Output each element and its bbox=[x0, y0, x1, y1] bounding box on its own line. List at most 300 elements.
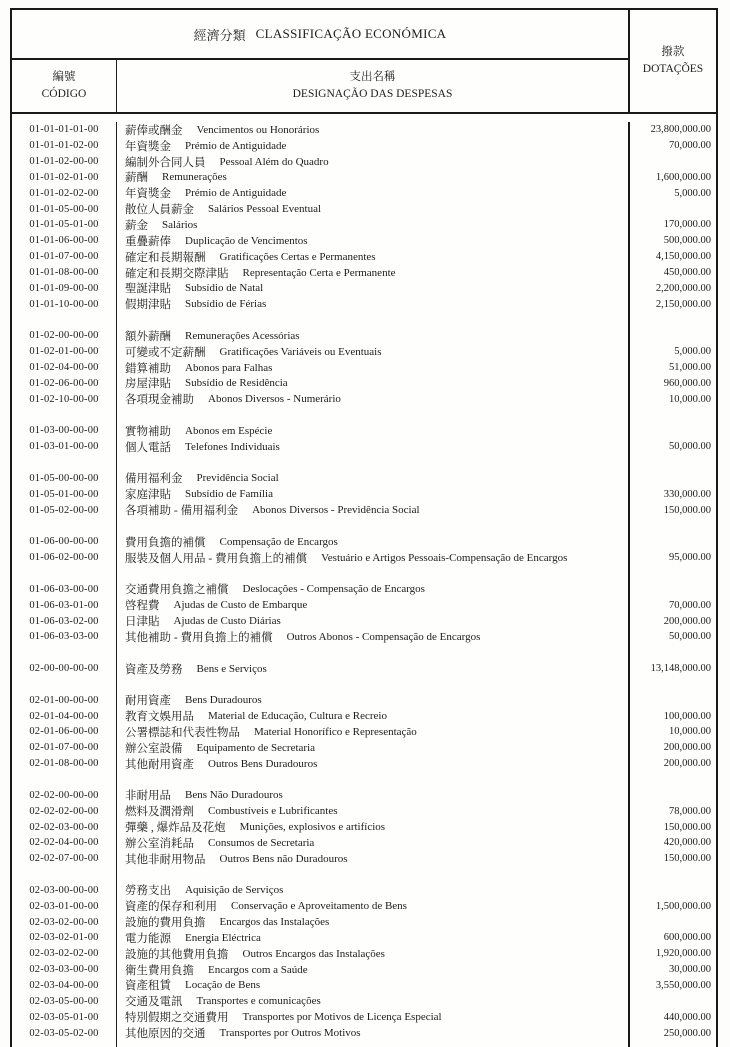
row-designation bbox=[117, 772, 630, 788]
row-designation-pt: Bens Duradouros bbox=[185, 694, 262, 707]
row-designation bbox=[117, 867, 630, 883]
row-code: 02-03-01-00-00 bbox=[12, 898, 117, 914]
row-designation bbox=[117, 930, 630, 946]
table-row bbox=[12, 803, 716, 819]
row-designation-pt: Prémio de Antiguidade bbox=[185, 187, 287, 200]
spacer-row bbox=[12, 645, 716, 661]
table-row bbox=[12, 471, 716, 487]
row-designation-zh: 耐用資產 bbox=[125, 695, 171, 708]
row-designation bbox=[117, 423, 630, 439]
row-designation-zh: 交通費用負擔之補償 bbox=[125, 584, 229, 597]
row-designation-zh: 薪酬 bbox=[125, 172, 148, 185]
table-row bbox=[12, 661, 716, 677]
row-code: 01-01-09-00-00 bbox=[12, 280, 117, 296]
row-amount: 100,000.00 bbox=[663, 710, 711, 722]
row-amount bbox=[630, 534, 716, 550]
row-code: 02-03-04-00-00 bbox=[12, 978, 117, 994]
row-code: 01-01-07-00-00 bbox=[12, 249, 117, 265]
table-row bbox=[12, 201, 716, 217]
table-title-pt: CLASSIFICAÇÃO ECONÓMICA bbox=[255, 26, 447, 41]
row-designation-pt: Duplicação de Vencimentos bbox=[185, 234, 308, 247]
row-designation-zh: 個人電話 bbox=[125, 441, 171, 454]
row-designation-pt: Gratificações Variáveis ou Eventuais bbox=[219, 345, 382, 358]
row-designation-pt: Outros Abonos - Compensação de Encargos bbox=[286, 630, 481, 643]
table-row bbox=[12, 122, 716, 138]
row-code: 02-03-02-00-00 bbox=[12, 914, 117, 930]
row-code: 01-02-10-00-00 bbox=[12, 391, 117, 407]
row-designation-pt: Outros Encargos das Instalações bbox=[242, 947, 385, 960]
column-header-code-zh: 編號 bbox=[52, 71, 76, 84]
row-amount: 150,000.00 bbox=[663, 504, 711, 516]
row-designation bbox=[117, 407, 630, 423]
table-row bbox=[12, 1025, 716, 1041]
row-designation bbox=[117, 201, 630, 217]
row-amount: 1,600,000.00 bbox=[655, 171, 711, 183]
row-amount: 13,148,000.00 bbox=[650, 663, 711, 675]
row-code: 02-03-02-01-00 bbox=[12, 930, 117, 946]
row-amount: 420,000.00 bbox=[663, 837, 711, 849]
row-designation-zh: 散位人員薪金 bbox=[125, 204, 194, 217]
row-amount: 600,000.00 bbox=[663, 932, 711, 944]
row-amount: 50,000.00 bbox=[669, 441, 711, 453]
row-amount bbox=[630, 518, 716, 534]
row-amount bbox=[630, 312, 716, 328]
row-designation bbox=[117, 233, 630, 249]
row-code: 02-02-00-00-00 bbox=[12, 787, 117, 803]
row-amount bbox=[630, 328, 716, 344]
row-designation bbox=[117, 835, 630, 851]
row-designation bbox=[117, 661, 630, 677]
row-designation-zh: 特別假期之交通費用 bbox=[125, 1012, 229, 1025]
row-amount: 4,150,000.00 bbox=[655, 251, 711, 263]
table-row bbox=[12, 328, 716, 344]
spacer-row bbox=[12, 677, 716, 693]
row-code: 01-06-00-00-00 bbox=[12, 534, 117, 550]
row-designation-pt: Bens e Serviços bbox=[196, 662, 267, 675]
row-designation bbox=[117, 851, 630, 867]
column-header-code-pt: CÓDIGO bbox=[41, 88, 87, 100]
row-code: 02-03-05-01-00 bbox=[12, 1009, 117, 1025]
row-amount: 1,500,000.00 bbox=[655, 900, 711, 912]
table-row bbox=[12, 629, 716, 645]
row-designation-pt: Remunerações Acessórias bbox=[185, 329, 300, 342]
row-amount: 200,000.00 bbox=[663, 742, 711, 754]
row-amount bbox=[630, 581, 716, 597]
spacer-row bbox=[12, 867, 716, 883]
row-designation-pt: Subsídio de Natal bbox=[185, 282, 264, 295]
row-designation bbox=[117, 502, 630, 518]
row-designation-zh: 實物補助 bbox=[125, 425, 171, 438]
row-code: 02-01-06-00-00 bbox=[12, 724, 117, 740]
table-row bbox=[12, 835, 716, 851]
row-amount: 250,000.00 bbox=[663, 1027, 711, 1039]
row-code: 01-01-02-00-00 bbox=[12, 154, 117, 170]
row-code: 01-01-05-00-00 bbox=[12, 201, 117, 217]
row-amount: 70,000.00 bbox=[669, 140, 711, 152]
row-designation bbox=[117, 360, 630, 376]
row-designation-pt: Salários Pessoal Eventual bbox=[208, 203, 322, 216]
row-designation-pt: Abonos para Falhas bbox=[185, 361, 273, 374]
table-row bbox=[12, 946, 716, 962]
row-amount bbox=[630, 993, 716, 1009]
row-designation-pt: Remunerações bbox=[162, 171, 227, 184]
row-designation-pt: Material Honorífico e Representação bbox=[254, 725, 417, 738]
row-code: 02-01-04-00-00 bbox=[12, 708, 117, 724]
row-designation-pt: Ajudas de Custo de Embarque bbox=[173, 599, 308, 612]
row-code: 02-02-03-00-00 bbox=[12, 819, 117, 835]
table-row bbox=[12, 883, 716, 899]
row-designation-zh: 假期津貼 bbox=[125, 299, 171, 312]
row-amount: 960,000.00 bbox=[663, 377, 711, 389]
column-header-code bbox=[12, 60, 117, 112]
spacer-row bbox=[12, 772, 716, 788]
row-designation-zh: 其他非耐用物品 bbox=[125, 853, 206, 866]
row-designation-pt: Compensação de Encargos bbox=[219, 535, 338, 548]
table-row bbox=[12, 391, 716, 407]
row-designation bbox=[117, 280, 630, 296]
row-designation-pt: Conservação e Aproveitamento de Bens bbox=[231, 900, 407, 913]
row-designation-zh: 薪金 bbox=[125, 219, 148, 232]
row-designation-zh: 年資獎金 bbox=[125, 188, 171, 201]
row-amount: 170,000.00 bbox=[663, 219, 711, 231]
row-designation bbox=[117, 455, 630, 471]
row-designation bbox=[117, 376, 630, 392]
row-amount bbox=[630, 566, 716, 582]
row-amount: 70,000.00 bbox=[669, 599, 711, 611]
row-designation-zh: 衛生費用負擔 bbox=[125, 964, 194, 977]
row-designation-zh: 非耐用品 bbox=[125, 790, 171, 803]
row-designation-pt: Subsídio de Férias bbox=[185, 298, 267, 311]
row-designation bbox=[117, 265, 630, 281]
table-row bbox=[12, 756, 716, 772]
row-designation bbox=[117, 724, 630, 740]
row-code bbox=[12, 867, 117, 883]
row-amount: 23,800,000.00 bbox=[650, 124, 711, 136]
row-designation-zh: 設施的其他費用負擔 bbox=[125, 948, 229, 961]
table-row bbox=[12, 597, 716, 613]
row-amount bbox=[630, 407, 716, 423]
row-designation-zh: 資產及勞務 bbox=[125, 663, 183, 676]
column-header-designation bbox=[117, 60, 628, 112]
row-designation-zh: 公署標誌和代表性物品 bbox=[125, 726, 240, 739]
row-code bbox=[12, 455, 117, 471]
row-code: 01-06-02-00-00 bbox=[12, 550, 117, 566]
row-code: 01-01-05-01-00 bbox=[12, 217, 117, 233]
table-title-zh: 經濟分類 bbox=[193, 27, 246, 43]
table-row bbox=[12, 1009, 716, 1025]
row-amount bbox=[630, 455, 716, 471]
row-amount: 200,000.00 bbox=[663, 758, 711, 770]
spacer-row bbox=[12, 455, 716, 471]
row-designation bbox=[117, 1025, 630, 1041]
row-designation-pt: Gratificações Certas e Permanentes bbox=[219, 250, 376, 263]
row-designation-zh: 勞務支出 bbox=[125, 885, 171, 898]
table-title bbox=[12, 10, 628, 60]
table-row bbox=[12, 185, 716, 201]
row-designation-pt: Transportes e comunicações bbox=[196, 995, 321, 1008]
row-designation bbox=[117, 629, 630, 645]
row-code: 01-01-10-00-00 bbox=[12, 296, 117, 312]
row-amount: 51,000.00 bbox=[669, 362, 711, 374]
table-row bbox=[12, 914, 716, 930]
row-designation-zh: 其他原因的交通 bbox=[125, 1028, 206, 1041]
row-amount: 200,000.00 bbox=[663, 615, 711, 627]
row-amount: 10,000.00 bbox=[669, 393, 711, 405]
row-designation bbox=[117, 185, 630, 201]
table-row bbox=[12, 978, 716, 994]
row-designation-zh: 電力能源 bbox=[125, 932, 171, 945]
table-header bbox=[12, 10, 716, 114]
row-designation-pt: Bens Não Duradouros bbox=[185, 789, 283, 802]
row-designation-zh: 資產租賃 bbox=[125, 980, 171, 993]
table-row bbox=[12, 502, 716, 518]
row-designation bbox=[117, 581, 630, 597]
row-designation-zh: 各項補助 - 備用福利金 bbox=[125, 505, 239, 518]
row-code bbox=[12, 772, 117, 788]
row-designation bbox=[117, 708, 630, 724]
row-designation-pt: Abonos em Espécie bbox=[185, 424, 273, 437]
row-designation-pt: Telefones Individuais bbox=[185, 440, 280, 453]
row-designation bbox=[117, 550, 630, 566]
table-row bbox=[12, 233, 716, 249]
row-code bbox=[12, 407, 117, 423]
row-amount: 2,150,000.00 bbox=[655, 298, 711, 310]
row-designation-zh: 房屋津貼 bbox=[125, 378, 171, 391]
table-row bbox=[12, 170, 716, 186]
row-designation bbox=[117, 296, 630, 312]
row-designation-zh: 備用福利金 bbox=[125, 473, 183, 486]
row-code: 02-03-00-00-00 bbox=[12, 883, 117, 899]
row-amount: 150,000.00 bbox=[663, 853, 711, 865]
row-designation-pt: Munições, explosivos e artifícios bbox=[239, 821, 386, 834]
row-designation bbox=[117, 439, 630, 455]
row-designation bbox=[117, 692, 630, 708]
table-row bbox=[12, 724, 716, 740]
row-designation-zh: 辦公室消耗品 bbox=[125, 837, 194, 850]
row-amount bbox=[630, 772, 716, 788]
spacer-row bbox=[12, 312, 716, 328]
row-designation-pt: Subsídio de Residência bbox=[185, 377, 288, 390]
row-designation bbox=[117, 1009, 630, 1025]
row-code: 02-03-05-02-00 bbox=[12, 1025, 117, 1041]
row-designation bbox=[117, 740, 630, 756]
row-designation-zh: 其他補助 - 費用負擔上的補償 bbox=[125, 631, 273, 644]
row-amount: 150,000.00 bbox=[663, 821, 711, 833]
row-designation-zh: 啓程費 bbox=[125, 600, 160, 613]
row-designation-zh: 家庭津貼 bbox=[125, 489, 171, 502]
row-designation bbox=[117, 391, 630, 407]
row-designation bbox=[117, 138, 630, 154]
row-designation-pt: Vestuário e Artigos Pessoais-Compensação de Encargos bbox=[321, 551, 568, 564]
row-designation-pt: Vencimentos ou Honorários bbox=[196, 123, 320, 136]
row-amount: 450,000.00 bbox=[663, 267, 711, 279]
table-row bbox=[12, 154, 716, 170]
row-designation bbox=[117, 978, 630, 994]
row-designation-zh: 確定和長期報酬 bbox=[125, 251, 206, 264]
row-amount bbox=[630, 692, 716, 708]
table-row bbox=[12, 851, 716, 867]
row-amount: 1,920,000.00 bbox=[655, 948, 711, 960]
table-row bbox=[12, 376, 716, 392]
row-designation bbox=[117, 486, 630, 502]
row-designation bbox=[117, 613, 630, 629]
row-designation-pt: Transportes por Motivos de Licença Especial bbox=[242, 1011, 442, 1024]
row-designation-zh: 辦公室設備 bbox=[125, 742, 183, 755]
row-code: 01-01-01-01-00 bbox=[12, 122, 117, 138]
column-header-designation-zh: 支出名稱 bbox=[349, 71, 396, 84]
table-row bbox=[12, 265, 716, 281]
row-designation-zh: 教育文娛用品 bbox=[125, 711, 194, 724]
row-designation-pt: Consumos de Secretaria bbox=[208, 836, 315, 849]
row-designation-pt: Pessoal Além do Quadro bbox=[219, 155, 329, 168]
row-amount bbox=[630, 914, 716, 930]
table-row bbox=[12, 708, 716, 724]
row-designation bbox=[117, 803, 630, 819]
row-designation-zh: 各項現金補助 bbox=[125, 394, 194, 407]
row-designation-zh: 燃料及潤滑劑 bbox=[125, 806, 194, 819]
row-code: 01-01-08-00-00 bbox=[12, 265, 117, 281]
row-code: 01-06-03-01-00 bbox=[12, 597, 117, 613]
table-body bbox=[12, 114, 716, 1047]
economic-classification-table bbox=[10, 8, 718, 1047]
row-designation-zh: 其他耐用資產 bbox=[125, 758, 194, 771]
row-designation-zh: 日津貼 bbox=[125, 616, 160, 629]
row-code: 02-01-00-00-00 bbox=[12, 692, 117, 708]
table-row bbox=[12, 930, 716, 946]
row-designation-pt: Representação Certa e Permanente bbox=[242, 266, 396, 279]
row-designation-zh: 交通及電訊 bbox=[125, 996, 183, 1009]
row-code: 02-03-03-00-00 bbox=[12, 962, 117, 978]
table-row bbox=[12, 486, 716, 502]
row-designation bbox=[117, 170, 630, 186]
table-row bbox=[12, 249, 716, 265]
spacer-row bbox=[12, 518, 716, 534]
row-code: 01-03-01-00-00 bbox=[12, 439, 117, 455]
row-designation-pt: Previdência Social bbox=[196, 472, 279, 485]
row-code bbox=[12, 677, 117, 693]
row-amount bbox=[630, 883, 716, 899]
row-code: 01-02-01-00-00 bbox=[12, 344, 117, 360]
table-row bbox=[12, 534, 716, 550]
row-amount bbox=[630, 867, 716, 883]
row-designation bbox=[117, 312, 630, 328]
row-designation-pt: Equipamento de Secretaria bbox=[196, 741, 316, 754]
row-designation-pt: Subsídio de Família bbox=[185, 488, 273, 501]
row-amount bbox=[630, 423, 716, 439]
table-row bbox=[12, 962, 716, 978]
row-designation-pt: Deslocações - Compensação de Encargos bbox=[242, 583, 425, 596]
column-header-designation-pt: DESIGNAÇÃO DAS DESPESAS bbox=[292, 88, 453, 100]
row-code: 02-02-07-00-00 bbox=[12, 851, 117, 867]
row-designation bbox=[117, 677, 630, 693]
row-designation bbox=[117, 756, 630, 772]
row-amount: 30,000.00 bbox=[669, 964, 711, 976]
row-amount: 95,000.00 bbox=[669, 552, 711, 564]
row-amount: 5,000.00 bbox=[674, 187, 711, 199]
row-code: 01-06-03-03-00 bbox=[12, 629, 117, 645]
row-designation bbox=[117, 566, 630, 582]
row-designation-pt: Prémio de Antiguidade bbox=[185, 139, 287, 152]
row-designation bbox=[117, 898, 630, 914]
row-designation-zh: 確定和長期交際津貼 bbox=[125, 267, 229, 280]
row-code: 01-05-01-00-00 bbox=[12, 486, 117, 502]
row-designation-zh: 薪俸或酬金 bbox=[125, 124, 183, 137]
table-row bbox=[12, 692, 716, 708]
row-designation bbox=[117, 883, 630, 899]
row-code: 01-01-01-02-00 bbox=[12, 138, 117, 154]
row-designation bbox=[117, 534, 630, 550]
row-code: 02-02-04-00-00 bbox=[12, 835, 117, 851]
spacer-row bbox=[12, 407, 716, 423]
row-code: 01-05-02-00-00 bbox=[12, 502, 117, 518]
row-amount bbox=[630, 645, 716, 661]
table-row bbox=[12, 439, 716, 455]
row-designation bbox=[117, 962, 630, 978]
row-code bbox=[12, 566, 117, 582]
table-row bbox=[12, 360, 716, 376]
row-designation-zh: 設施的費用負擔 bbox=[125, 917, 206, 930]
row-amount: 440,000.00 bbox=[663, 1011, 711, 1023]
row-designation bbox=[117, 518, 630, 534]
row-designation-pt: Locação de Bens bbox=[185, 979, 261, 992]
table-row bbox=[12, 898, 716, 914]
row-designation-zh: 錯算補助 bbox=[125, 362, 171, 375]
row-amount: 5,000.00 bbox=[674, 346, 711, 358]
column-header-amount-zh: 撥款 bbox=[661, 45, 685, 58]
row-amount: 10,000.00 bbox=[669, 726, 711, 738]
table-row bbox=[12, 296, 716, 312]
row-amount: 78,000.00 bbox=[669, 805, 711, 817]
row-designation-zh: 費用負擔的補償 bbox=[125, 536, 206, 549]
row-code: 02-03-05-00-00 bbox=[12, 993, 117, 1009]
row-designation bbox=[117, 471, 630, 487]
row-code: 01-01-06-00-00 bbox=[12, 233, 117, 249]
row-code: 01-01-02-02-00 bbox=[12, 185, 117, 201]
row-code: 01-02-06-00-00 bbox=[12, 376, 117, 392]
row-code bbox=[12, 645, 117, 661]
row-code: 02-01-07-00-00 bbox=[12, 740, 117, 756]
row-designation-zh: 服裝及個人用品 - 費用負擔上的補償 bbox=[125, 552, 308, 565]
row-code: 01-03-00-00-00 bbox=[12, 423, 117, 439]
table-row bbox=[12, 613, 716, 629]
row-designation-pt: Abonos Diversos - Previdência Social bbox=[252, 504, 420, 517]
spacer-row bbox=[12, 566, 716, 582]
row-designation bbox=[117, 597, 630, 613]
row-amount bbox=[630, 677, 716, 693]
row-designation bbox=[117, 154, 630, 170]
table-row bbox=[12, 138, 716, 154]
row-code: 02-03-02-02-00 bbox=[12, 946, 117, 962]
row-code: 01-05-00-00-00 bbox=[12, 471, 117, 487]
row-amount: 50,000.00 bbox=[669, 631, 711, 643]
row-designation bbox=[117, 249, 630, 265]
column-header-amount bbox=[630, 10, 716, 112]
row-designation-zh: 資產的保存和利用 bbox=[125, 901, 217, 914]
row-amount bbox=[630, 154, 716, 170]
row-amount: 330,000.00 bbox=[663, 488, 711, 500]
table-row bbox=[12, 280, 716, 296]
row-designation-pt: Transportes por Outros Motivos bbox=[219, 1027, 361, 1040]
row-designation-zh: 重疊薪俸 bbox=[125, 235, 171, 248]
row-designation bbox=[117, 344, 630, 360]
row-designation-zh: 編制外合同人員 bbox=[125, 156, 206, 169]
row-designation bbox=[117, 122, 630, 138]
row-amount: 2,200,000.00 bbox=[655, 282, 711, 294]
row-amount bbox=[630, 471, 716, 487]
row-amount: 500,000.00 bbox=[663, 235, 711, 247]
row-code: 01-06-03-02-00 bbox=[12, 613, 117, 629]
table-row bbox=[12, 217, 716, 233]
